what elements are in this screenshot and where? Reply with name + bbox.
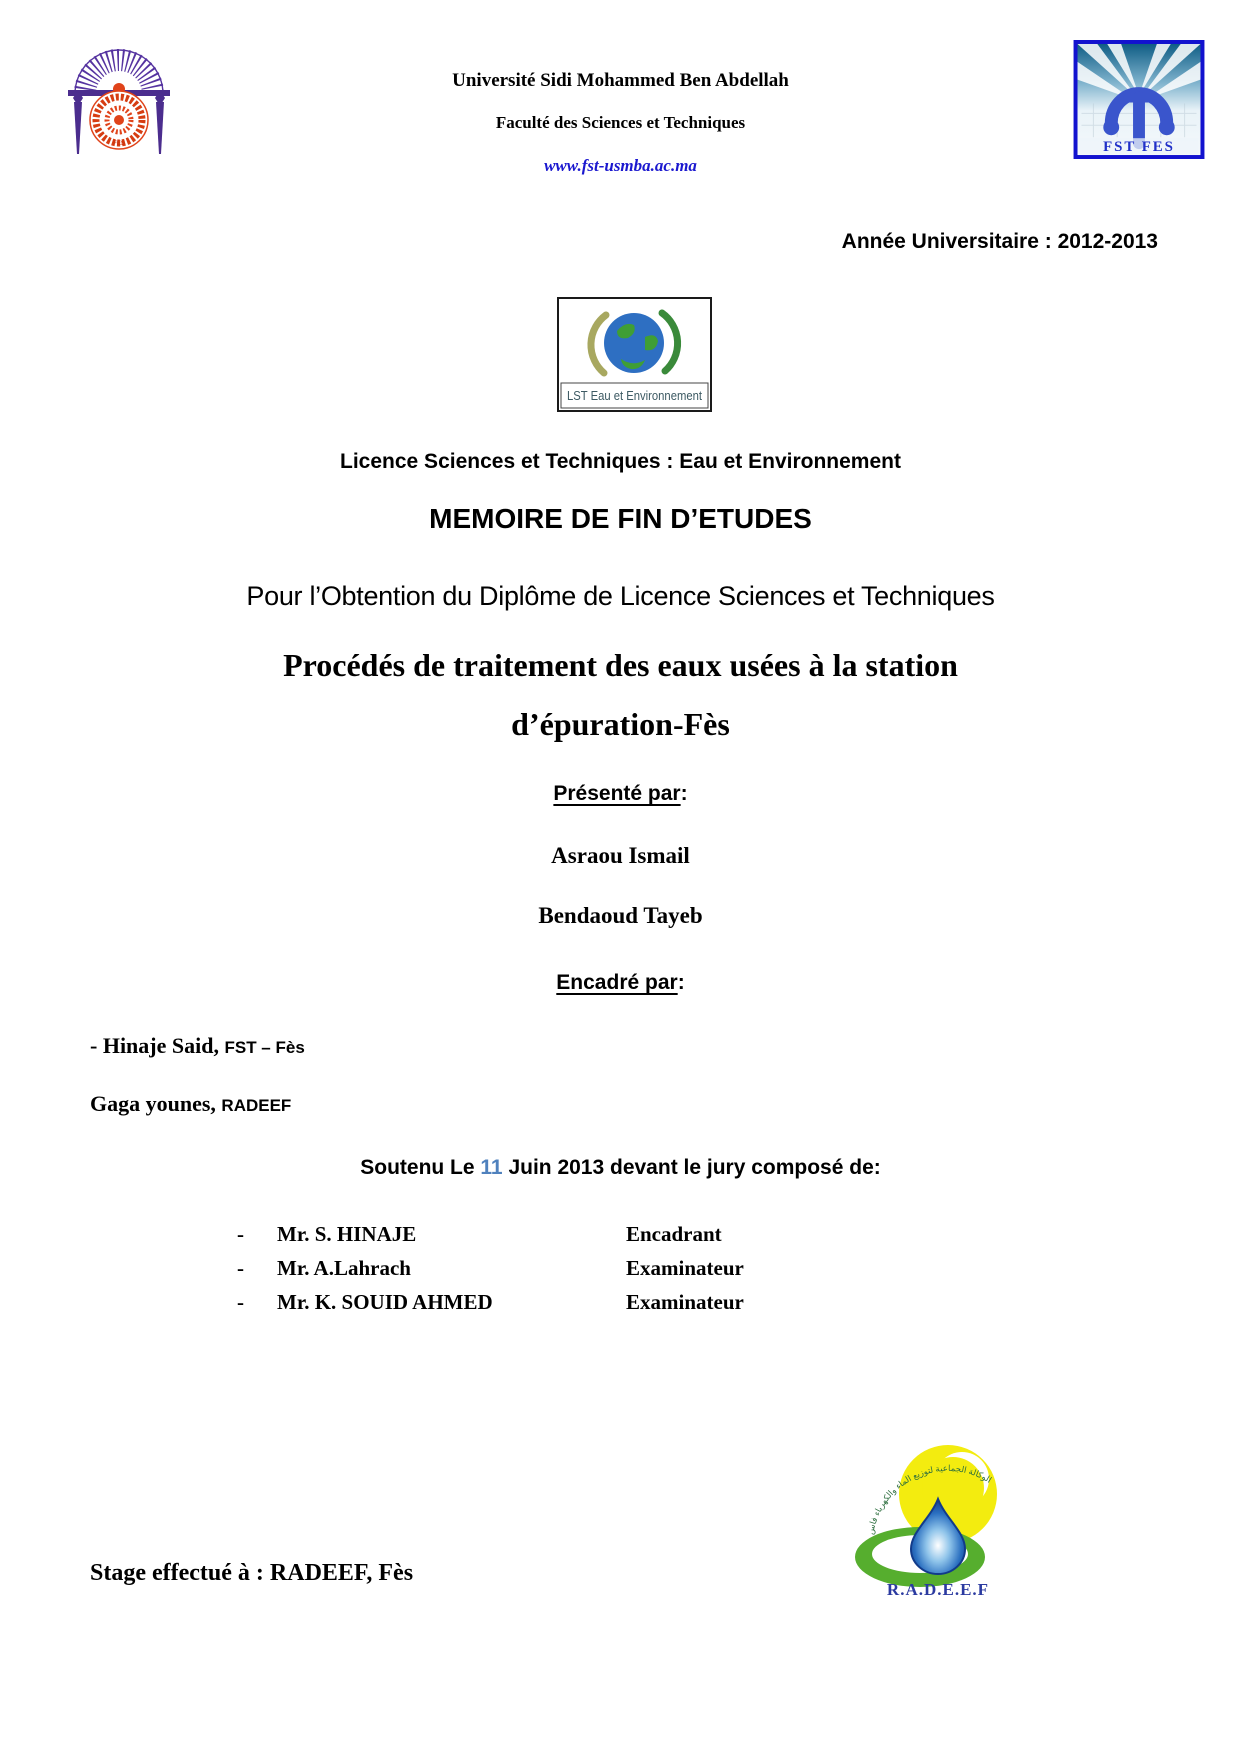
- fst-fes-logo-icon: [1073, 40, 1205, 159]
- presented-by-heading: [0, 782, 1241, 806]
- supervisor-1-affiliation: FST – Fès: [224, 1038, 305, 1057]
- thesis-title-line2: d’épuration-Fès: [511, 706, 730, 742]
- jury-1-dash: -: [237, 1222, 244, 1246]
- jury-1-name: Mr. S. HINAJE: [277, 1222, 417, 1246]
- lst-logo-label: LST Eau et Environnement: [567, 389, 703, 403]
- jury-3-dash: -: [237, 1290, 244, 1314]
- author-2: Bendaoud Tayeb: [538, 903, 703, 928]
- usmba-emblem-icon: [62, 42, 177, 164]
- thesis-title-line1: Procédés de traitement des eaux usées à la station: [283, 647, 958, 683]
- radeef-arabic-arc-text: الوكالة الجماعية لتوزيع الماء والكهرباء فاس: [865, 1462, 994, 1536]
- supervisor-1: [90, 1033, 305, 1059]
- jury-2-dash: -: [237, 1256, 244, 1280]
- supervised-by-heading: [0, 971, 1241, 995]
- lst-logo-box: [557, 297, 712, 412]
- memoire-title: MEMOIRE DE FIN D’ETUDES: [429, 503, 812, 534]
- radeef-logo-label: R.A.D.E.E.F: [886, 1580, 990, 1599]
- supervisor-2-name: Gaga younes,: [90, 1091, 222, 1116]
- jury-2-name: Mr. A.Lahrach: [277, 1256, 411, 1280]
- presented-by-colon: :: [680, 782, 688, 805]
- jury-3-name: Mr. K. SOUID AHMED: [277, 1290, 493, 1314]
- radeef-logo-icon: [845, 1437, 1025, 1605]
- lst-logo-icon: [559, 299, 710, 410]
- supervisor-2: [90, 1091, 291, 1117]
- jury-3-role: Examinateur: [626, 1290, 744, 1314]
- supervisor-2-affiliation: RADEEF: [221, 1096, 292, 1115]
- jury-1-role: Encadrant: [626, 1222, 722, 1246]
- website-link[interactable]: www.fst-usmba.ac.ma: [544, 156, 697, 175]
- program-title: Licence Sciences et Techniques : Eau et Environnement: [340, 450, 901, 473]
- academic-year: Année Universitaire : 2012-2013: [841, 230, 1158, 253]
- defense-prefix: Soutenu Le: [360, 1156, 481, 1179]
- supervised-by-label: Encadré par: [556, 971, 678, 994]
- university-name: Université Sidi Mohammed Ben Abdellah: [452, 70, 789, 91]
- emblem-fes-label: FES: [113, 141, 125, 147]
- internship-note: Stage effectué à : RADEEF, Fès: [90, 1560, 414, 1586]
- defense-date: 11: [480, 1156, 503, 1179]
- defense-line: [0, 1156, 1241, 1180]
- purpose-line: Pour l’Obtention du Diplôme de Licence Sciences et Techniques: [246, 581, 995, 611]
- supervised-by-colon: :: [677, 971, 685, 994]
- fst-logo-label: FST FES: [1103, 139, 1175, 156]
- supervisor-1-name: - Hinaje Said,: [90, 1033, 225, 1058]
- jury-2-role: Examinateur: [626, 1256, 744, 1280]
- defense-suffix: Juin 2013 devant le jury composé de:: [502, 1156, 881, 1179]
- presented-by-label: Présenté par: [553, 782, 681, 805]
- author-1: Asraou Ismail: [551, 843, 690, 868]
- faculty-name: Faculté des Sciences et Techniques: [495, 113, 746, 132]
